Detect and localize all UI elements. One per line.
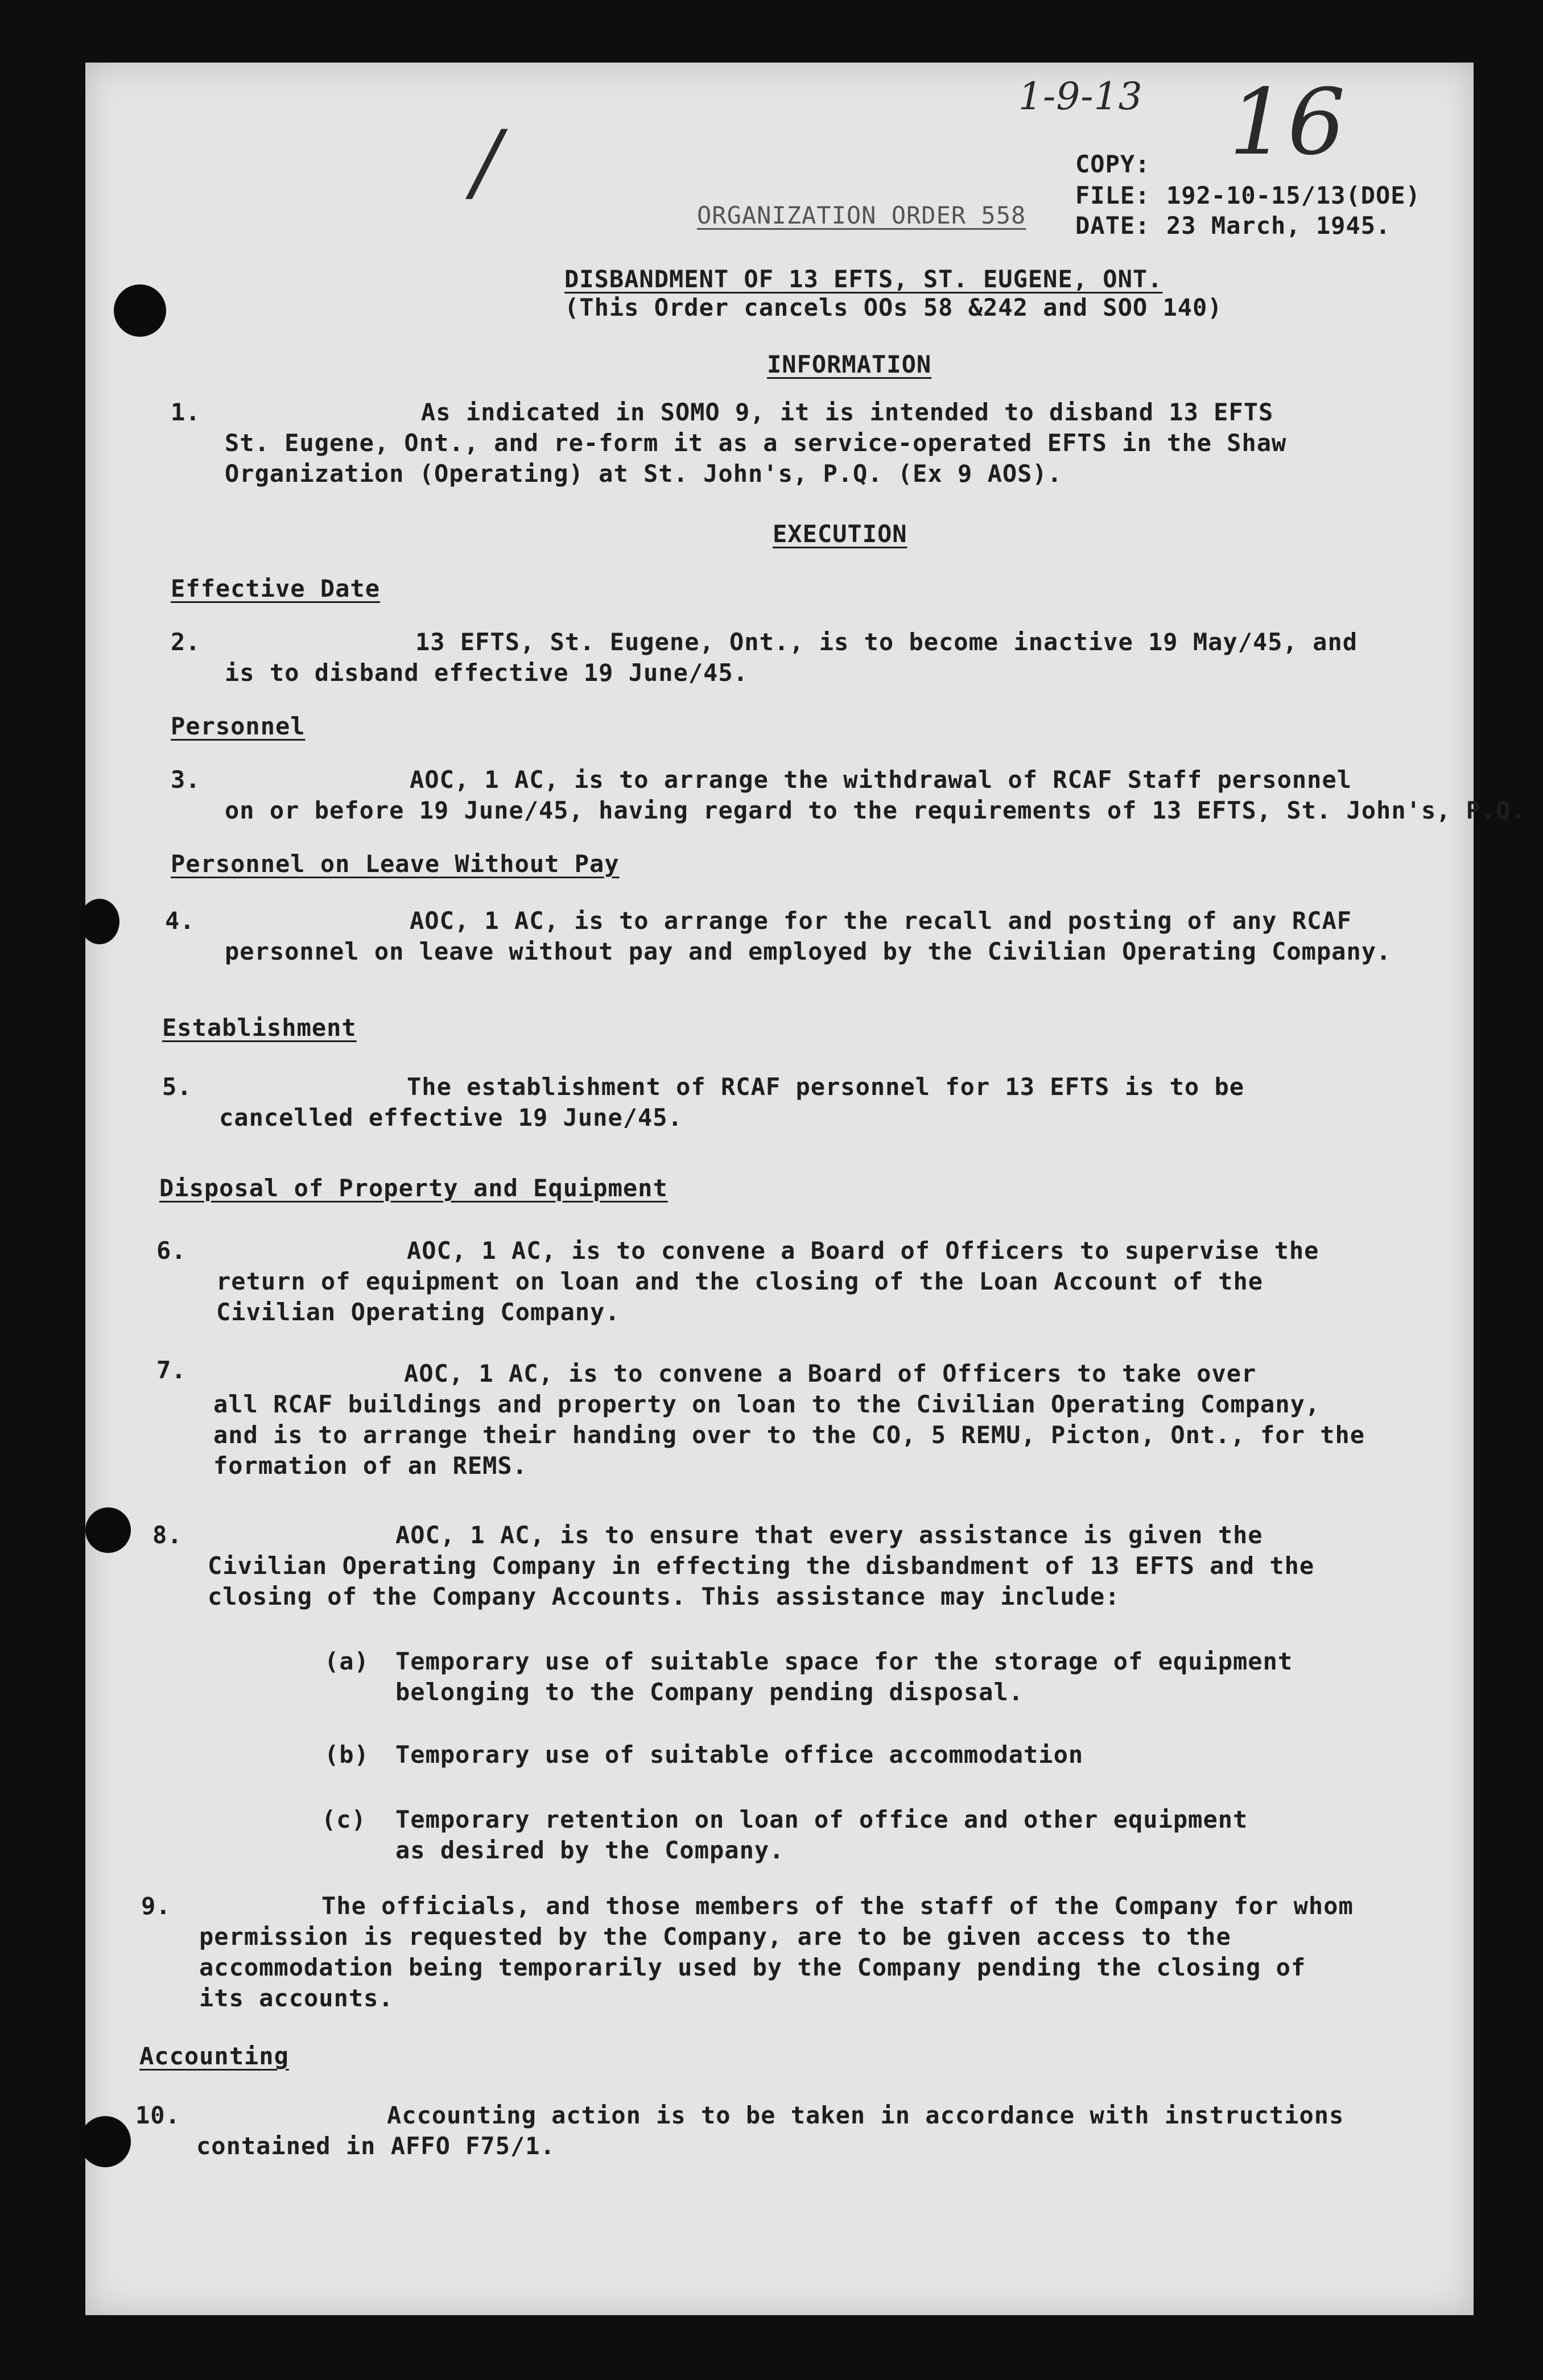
para-8-number: 8.	[152, 1521, 183, 1549]
para-2-line-1: 13 EFTS, St. Eugene, Ont., is to become inactive 19 May/45, and	[415, 628, 1358, 656]
document-page	[85, 63, 1526, 2315]
para-10-line-1: Accounting action is to be taken in accordance with instructions	[387, 2101, 1344, 2129]
para-7-line-1: AOC, 1 AC, is to convene a Board of Officers to take over	[404, 1360, 1257, 1387]
para-9-line-2: permission is requested by the Company, are to be given access to the	[199, 1923, 1231, 1951]
para-3-number: 3.	[171, 766, 201, 794]
para-9-line-3: accommodation being temporarily used by the Company pending the closing of	[199, 1953, 1306, 1981]
para-4-line-1: AOC, 1 AC, is to arrange for the recall and posting of any RCAF	[410, 907, 1352, 935]
para-10-number: 10.	[135, 2101, 180, 2129]
para-8b-line-1: Temporary use of suitable office accommodation	[395, 1741, 1084, 1769]
para-7-number: 7.	[156, 1356, 187, 1384]
punch-hole	[85, 1507, 131, 1553]
para-8-line-1: AOC, 1 AC, is to ensure that every assistance is given the	[395, 1521, 1263, 1549]
para-4-line-2: personnel on leave without pay and employed by the Civilian Operating Company.	[225, 937, 1392, 965]
date-label: DATE:	[1075, 212, 1150, 239]
heading-personnel: Personnel	[171, 712, 306, 740]
para-7-line-2: all RCAF buildings and property on loan to the Civilian Operating Company,	[213, 1390, 1321, 1418]
handwritten-page-number: 16	[1229, 69, 1346, 175]
handwritten-slash: /	[472, 113, 502, 212]
para-6-line-3: Civilian Operating Company.	[216, 1298, 620, 1326]
para-1-line-2: St. Eugene, Ont., and re-form it as a service-operated EFTS in the Shaw	[225, 429, 1287, 457]
para-2-line-2: is to disband effective 19 June/45.	[225, 659, 749, 687]
para-10-line-2: contained in AFFO F75/1.	[196, 2132, 555, 2160]
para-6-line-1: AOC, 1 AC, is to convene a Board of Officers to supervise the	[407, 1237, 1319, 1265]
para-7-line-3: and is to arrange their handing over to the CO, 5 REMU, Picton, Ont., for the	[213, 1421, 1365, 1449]
para-7-line-4: formation of an REMS.	[213, 1452, 528, 1480]
handwritten-reference: 1-9-13	[1018, 75, 1143, 118]
punch-hole	[80, 899, 119, 944]
para-4-number: 4.	[165, 907, 195, 935]
para-5-line-1: The establishment of RCAF personnel for 13 EFTS is to be	[407, 1073, 1245, 1101]
para-9-line-1: The officials, and those members of the staff of the Company for whom	[321, 1892, 1354, 1920]
heading-execution: EXECUTION	[773, 520, 907, 548]
para-9-number: 9.	[141, 1892, 171, 1920]
punch-hole	[80, 2116, 131, 2167]
para-8-line-3: closing of the Company Accounts. This assistance may include:	[208, 1582, 1120, 1610]
para-9-line-4: its accounts.	[199, 1984, 394, 2012]
para-3-line-1: AOC, 1 AC, is to arrange the withdrawal of RCAF Staff personnel	[410, 766, 1352, 794]
para-1-number: 1.	[171, 398, 201, 426]
subject-cancels: (This Order cancels OOs 58 &242 and SOO 140)	[564, 294, 1223, 321]
punch-hole	[114, 284, 166, 337]
file-label: FILE:	[1075, 181, 1150, 209]
subject-title: DISBANDMENT OF 13 EFTS, ST. EUGENE, ONT.	[564, 265, 1163, 293]
para-1-line-3: Organization (Operating) at St. John's, P.Q. (Ex 9 AOS).	[225, 460, 1063, 487]
heading-effective-date: Effective Date	[171, 575, 381, 602]
copy-label: COPY:	[1075, 150, 1150, 178]
para-8c-label: (c)	[321, 1805, 366, 1833]
para-8b-label: (b)	[324, 1741, 369, 1769]
date-value: 23 March, 1945.	[1166, 212, 1391, 239]
para-6-line-2: return of equipment on loan and the closing of the Loan Account of the	[216, 1267, 1264, 1295]
heading-information: INFORMATION	[767, 350, 932, 378]
para-8c-line-1: Temporary retention on loan of office and other equipment	[395, 1805, 1248, 1833]
para-1-line-1: As indicated in SOMO 9, it is intended to disband 13 EFTS	[421, 398, 1274, 426]
para-8a-label: (a)	[324, 1647, 369, 1675]
heading-accounting: Accounting	[139, 2042, 289, 2070]
heading-personnel-leave: Personnel on Leave Without Pay	[171, 850, 620, 878]
para-2-number: 2.	[171, 628, 201, 656]
para-8a-line-1: Temporary use of suitable space for the storage of equipment	[395, 1647, 1293, 1675]
order-title: ORGANIZATION ORDER 558	[697, 201, 1026, 229]
file-value: 192-10-15/13(DOE)	[1166, 181, 1421, 209]
heading-establishment: Establishment	[162, 1014, 357, 1042]
para-3-line-2: on or before 19 June/45, having regard to the requirements of 13 EFTS, St. John's, P.Q.	[225, 796, 1526, 824]
para-5-number: 5.	[162, 1073, 192, 1101]
para-5-line-2: cancelled effective 19 June/45.	[219, 1104, 683, 1131]
para-8a-line-2: belonging to the Company pending disposal.	[395, 1678, 1024, 1706]
heading-disposal: Disposal of Property and Equipment	[159, 1174, 668, 1202]
para-8c-line-2: as desired by the Company.	[395, 1836, 785, 1864]
para-8-line-2: Civilian Operating Company in effecting the disbandment of 13 EFTS and the	[208, 1552, 1315, 1580]
para-6-number: 6.	[156, 1237, 187, 1265]
